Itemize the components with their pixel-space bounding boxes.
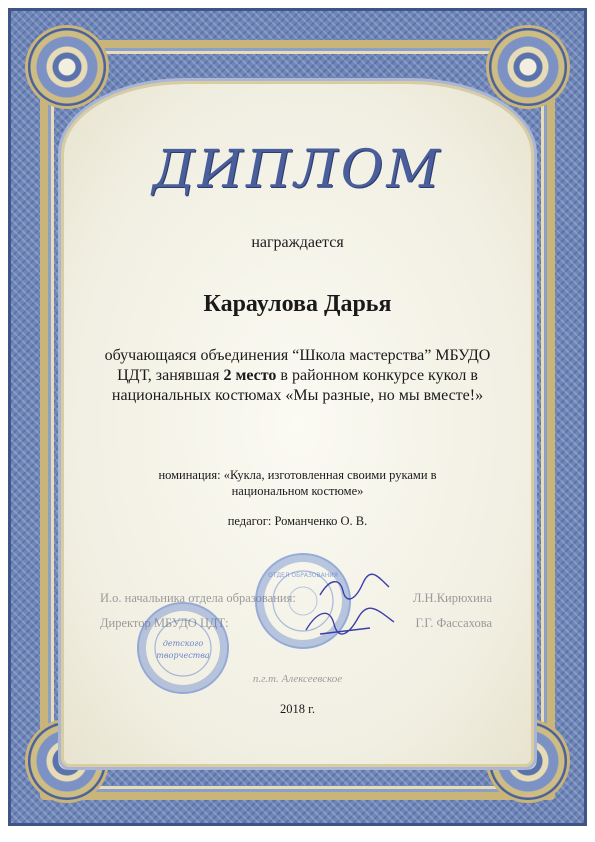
award-description-start: обучающаяся объединения “Школа мастерства” МБУДО ЦДТ, занявшая <box>104 347 491 384</box>
corner-rosette-icon <box>28 28 106 106</box>
signature-name-2: Г.Г. Фассахова <box>415 616 492 630</box>
year-line: 2018 г. <box>280 702 315 716</box>
location-line: п.г.т. Алексеевское <box>252 673 343 685</box>
award-place: 2 место <box>223 367 277 384</box>
stamp-right-text: ОТДЕЛ ОБРАЗОВАНИЯ <box>268 572 338 579</box>
award-description-end: в районном конкурсе кукол в национальных костюмах «Мы разные, но мы вместе!» <box>111 367 484 404</box>
award-description <box>95 346 500 406</box>
teacher-line: педагог: Романченко О. В. <box>227 514 368 528</box>
signature-name-1: Л.Н.Кирюхина <box>412 591 492 605</box>
recipient-name: Караулова Дарья <box>203 291 392 317</box>
corner-rosette-icon <box>489 28 567 106</box>
signature-icon <box>300 604 400 640</box>
signature-role-2: Директор МБУДО ЦДТ: <box>100 616 229 630</box>
signature-icon <box>315 573 395 603</box>
diploma-title: ДИПЛОМ <box>152 140 443 200</box>
awarded-label: награждается <box>251 234 344 251</box>
signature-role-1: И.о. начальника отдела образования: <box>100 591 296 605</box>
stamp-left-text-2: творчества <box>156 651 210 660</box>
nomination-text: номинация: «Кукла, изготовленная своими руками в национальном костюме» <box>158 468 437 498</box>
stamp-left-text-1: детского <box>162 639 204 648</box>
